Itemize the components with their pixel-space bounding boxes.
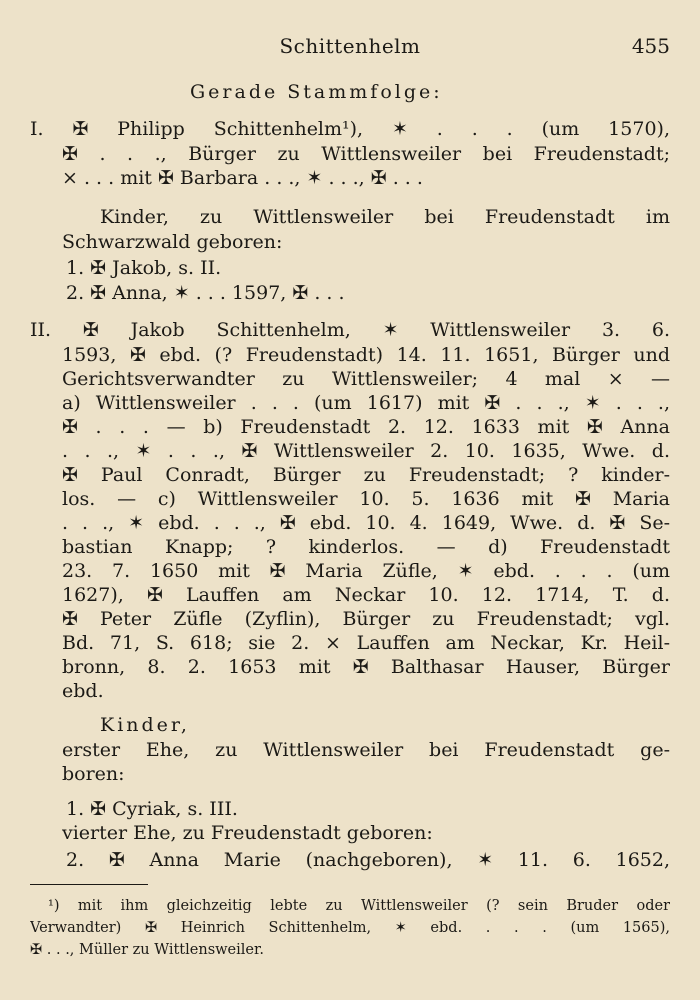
text-line: II. ✠ Jakob Schittenhelm, ✶ Wittlensweiler 3. 6. (30, 319, 670, 341)
footnote-line: Verwandter) ✠ Heinrich Schittenhelm, ✶ ebd. . . . (um 1565), (30, 920, 670, 936)
list-item: 2. ✠ Anna Marie (nachgeboren), ✶ 11. 6. 1652, (66, 849, 670, 871)
text-line: boren: (62, 763, 125, 785)
list-item: 1. ✠ Jakob, s. II. (66, 257, 222, 279)
text-line: ✠ Peter Züfle (Zyflin), Bürger zu Freudenstadt; vgl. (62, 608, 670, 630)
text-line: vierter Ehe, zu Freudenstadt geboren: (62, 822, 433, 844)
text-line: los. — c) Wittlensweiler 10. 5. 1636 mit ✠ Maria (62, 488, 670, 510)
list-item: 2. ✠ Anna, ✶ . . . 1597, ✠ . . . (66, 282, 345, 304)
text-line: ✠ . . ., Bürger zu Wittlensweiler bei Freudenstadt; (62, 143, 670, 165)
footnote-rule (30, 884, 148, 885)
text-line: erster Ehe, zu Wittlensweiler bei Freudenstadt ge- (62, 739, 670, 761)
running-header (0, 34, 700, 60)
text-line: Schwarzwald geboren: (62, 231, 283, 253)
page-number: 455 (631, 34, 670, 58)
text-line: 1627), ✠ Lauffen am Neckar 10. 12. 1714, T. d. (62, 584, 670, 606)
children-heading: Kinder, (100, 714, 190, 736)
text-line: 23. 7. 1650 mit ✠ Maria Züfle, ✶ ebd. . . . (um (62, 560, 670, 582)
text-line: . . ., ✶ . . ., ✠ Wittlensweiler 2. 10. 1635, Wwe. d. (62, 440, 670, 462)
list-item: 1. ✠ Cyriak, s. III. (66, 798, 238, 820)
footnote-line: ✠ . . ., Müller zu Wittlensweiler. (30, 942, 264, 958)
text-line: I. ✠ Philipp Schittenhelm¹), ✶ . . . (um 1570), (30, 118, 670, 140)
text-line: . . ., ✶ ebd. . . ., ✠ ebd. 10. 4. 1649, Wwe. d. ✠ Se- (62, 512, 670, 534)
text-line: ✠ Paul Conradt, Bürger zu Freudenstadt; ? kinder- (62, 464, 670, 486)
text-line: a) Wittlensweiler . . . (um 1617) mit ✠ . . ., ✶ . . ., (62, 392, 670, 414)
text-line: 1593, ✠ ebd. (? Freudenstadt) 14. 11. 1651, Bürger und (62, 344, 670, 366)
footnote-line: ¹) mit ihm gleichzeitig lebte zu Wittlensweiler (? sein Bruder oder (48, 898, 670, 914)
section-heading: Gerade Stammfolge: (190, 81, 443, 103)
text-line: bastian Knapp; ? kinderlos. — d) Freudenstadt (62, 536, 670, 558)
text-line: Gerichtsverwandter zu Wittlensweiler; 4 mal ⨯ — (62, 368, 670, 390)
text-line: Kinder, zu Wittlensweiler bei Freudenstadt im (100, 206, 670, 228)
text-line: bronn, 8. 2. 1653 mit ✠ Balthasar Hauser, Bürger (62, 656, 670, 678)
text-line: ⨯ . . . mit ✠ Barbara . . ., ✶ . . ., ✠ . . . (62, 167, 423, 189)
text-line: Bd. 71, S. 618; sie 2. ⨯ Lauffen am Neckar, Kr. Heil- (62, 632, 670, 654)
running-title: Schittenhelm (279, 34, 421, 58)
text-line: ✠ . . . — b) Freudenstadt 2. 12. 1633 mit ✠ Anna (62, 416, 670, 438)
text-line: ebd. (62, 680, 104, 702)
